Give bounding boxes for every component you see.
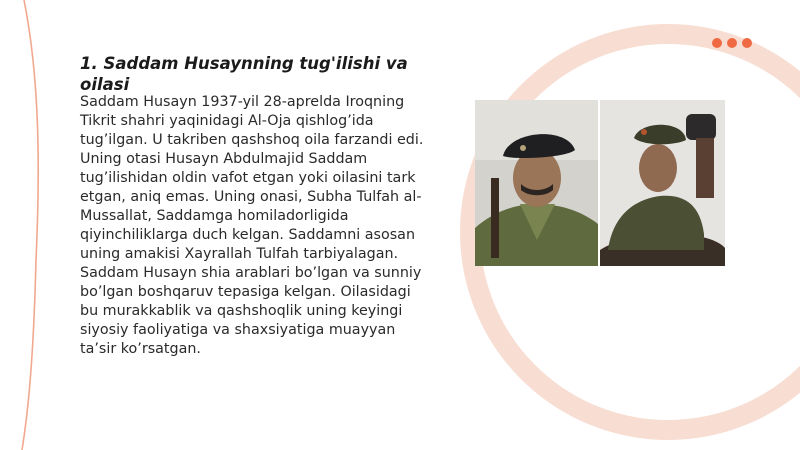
portrait-photo-icon [600, 100, 725, 266]
slide-title: 1. Saddam Husaynning tug'ilishi va oilasi [80, 54, 408, 94]
accent-dot [742, 38, 752, 48]
right-photo [600, 100, 725, 266]
slide-body-text: Saddam Husayn 1937-yil 28-aprelda Iroqning Tikrit shahri yaqinidagi Al-Oja qishlog’ida tug’ilgan. U takriben qashshoq oila farzandi edi. Uning otasi Husayn Abdulmajid Saddam tug’ilishidan oldin vafot etgan yoki oilasini tark etgan, aniq emas. Uning onasi, Subha Tulfah al-Mussallat, Saddamga homiladorligida qiyinchiliklarga duch kelgan. Saddamni asosan uning amakisi Xayrallah Tulfah tarbiyalagan. Saddam Husayn shia arablari bo’lgan va sunniy bo’lgan boshqaruv tepasiga kelgan. Oilasidagi bu murakkablik va qashshoqlik uning keyingi siyosiy faoliyatiga va shaxsiyatiga muayyan ta’sir ko’rsatgan. [80, 94, 424, 357]
portrait-photo-icon [475, 100, 598, 266]
accent-dot [727, 38, 737, 48]
accent-dot [712, 38, 722, 48]
left-edge-curve [22, 0, 38, 450]
left-photo [475, 100, 598, 266]
accent-dots [712, 38, 752, 48]
